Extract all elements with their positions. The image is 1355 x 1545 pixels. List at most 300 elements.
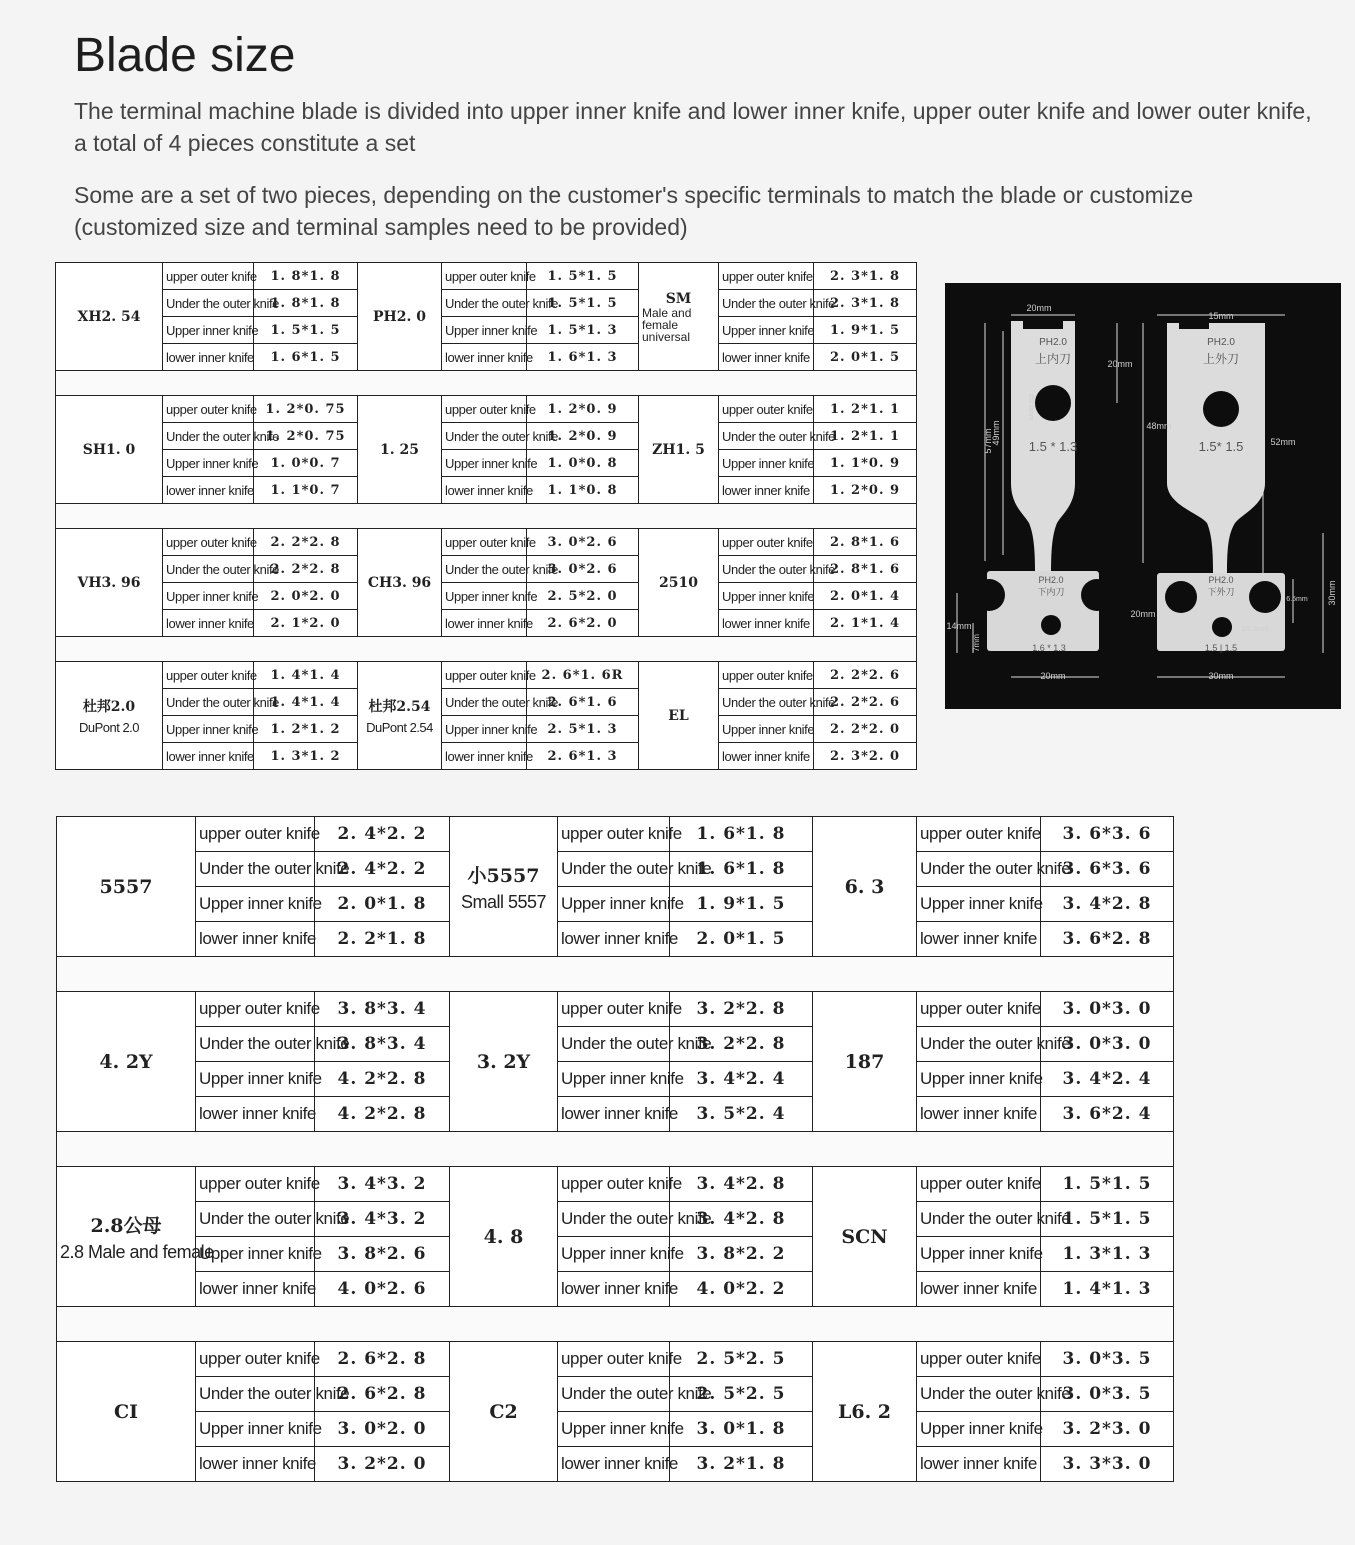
knife-size-value: 3. 0*3. 5 <box>1041 1377 1174 1412</box>
spacer-row <box>56 504 917 529</box>
model-name: PH2. 0 <box>373 308 426 325</box>
model-name-cell <box>639 263 719 371</box>
knife-size-value: 2. 5*1. 3 <box>527 716 639 743</box>
knife-size-value: 1. 5*1. 5 <box>1041 1167 1174 1202</box>
knife-size-value: 1. 2*0. 9 <box>814 477 917 504</box>
knife-type-label: lower inner knife <box>163 344 254 371</box>
knife-size-value: 1. 2*0. 75 <box>254 423 358 450</box>
knife-size-value: 3. 4*2. 8 <box>670 1167 813 1202</box>
knife-size-value: 2. 2*2. 6 <box>814 662 917 689</box>
knife-size-value: 2. 6*1. 3 <box>527 743 639 770</box>
table-row <box>57 1062 1174 1097</box>
model-name: C2 <box>489 1400 518 1423</box>
model-name: 3. 2Y <box>476 1050 531 1073</box>
knife-type-label: Upper inner knife <box>163 583 254 610</box>
dim-hole-3mm: Ø3.0mm <box>1027 393 1034 421</box>
left-lower-size-label: 1.6 * 1.3 <box>1032 643 1066 653</box>
model-name: CH3. 96 <box>367 574 432 591</box>
knife-size-value: 2. 1*1. 4 <box>814 610 917 637</box>
model-name-cell <box>450 1167 558 1307</box>
knife-size-value: 2. 3*1. 8 <box>814 290 917 317</box>
knife-type-label: Under the outer knife <box>558 1377 670 1412</box>
knife-size-value: 2. 6*2. 8 <box>315 1342 450 1377</box>
knife-size-value: 3. 4*2. 8 <box>670 1202 813 1237</box>
model-name-cell <box>358 529 442 637</box>
knife-type-label: Under the outer knife <box>719 689 814 716</box>
upper-outer-hole-icon <box>1203 391 1239 427</box>
model-subtitle: Small 5557 <box>460 891 547 912</box>
table-row <box>56 743 917 770</box>
knife-size-value: 2. 8*1. 6 <box>814 556 917 583</box>
knife-type-label: lower inner knife <box>558 1447 670 1482</box>
knife-type-label: Under the outer knife <box>196 1202 315 1237</box>
model-name-cell <box>56 396 163 504</box>
left-upper-model-label: PH2.0 <box>1039 337 1067 348</box>
knife-type-label: upper outer knife <box>558 992 670 1027</box>
knife-size-value: 1. 6*1. 3 <box>527 344 639 371</box>
knife-type-label: upper outer knife <box>719 396 814 423</box>
knife-type-label: upper outer knife <box>917 992 1041 1027</box>
table-row <box>56 556 917 583</box>
spacer-row <box>57 1307 1174 1342</box>
knife-size-value: 2. 5*2. 0 <box>527 583 639 610</box>
model-name: 2.8公母 <box>90 1214 162 1237</box>
model-name-cell <box>358 396 442 504</box>
right-lower-name-label: 下外刀 <box>1207 587 1235 597</box>
upper-inner-hole-icon <box>1035 385 1071 421</box>
knife-size-value: 3. 5*2. 4 <box>670 1097 813 1132</box>
knife-size-value: 1. 8*1. 8 <box>254 290 358 317</box>
knife-type-label: lower inner knife <box>163 477 254 504</box>
knife-size-value: 3. 4*2. 4 <box>1041 1062 1174 1097</box>
model-name: 6. 3 <box>844 875 885 898</box>
knife-size-value: 1. 9*1. 5 <box>670 887 813 922</box>
knife-type-label: upper outer knife <box>917 1342 1041 1377</box>
knife-type-label: Under the outer knife <box>917 1202 1041 1237</box>
right-lower-model-label: PH2.0 <box>1208 575 1234 585</box>
left-lower-model-label: PH2.0 <box>1038 575 1064 585</box>
table-row <box>56 317 917 344</box>
knife-size-value: 3. 6*2. 4 <box>1041 1097 1174 1132</box>
knife-type-label: Under the outer knife <box>163 689 254 716</box>
knife-size-value: 3. 8*2. 2 <box>670 1237 813 1272</box>
knife-size-value: 2. 2*2. 8 <box>254 529 358 556</box>
knife-size-value: 3. 0*2. 0 <box>315 1412 450 1447</box>
knife-size-value: 2. 8*1. 6 <box>814 529 917 556</box>
table-row <box>57 1027 1174 1062</box>
table-row <box>57 852 1174 887</box>
knife-type-label: upper outer knife <box>442 263 527 290</box>
knife-type-label: Under the outer knife <box>719 290 814 317</box>
knife-size-value: 1. 0*0. 7 <box>254 450 358 477</box>
knife-type-label: lower inner knife <box>719 477 814 504</box>
knife-size-value: 3. 8*2. 6 <box>315 1237 450 1272</box>
knife-size-value: 2. 2*2. 0 <box>814 716 917 743</box>
model-name: SCN <box>841 1225 888 1248</box>
left-upper-size-label: 1.5 * 1.3 <box>1028 439 1078 454</box>
knife-type-label: Under the outer knife <box>442 423 527 450</box>
knife-type-label: upper outer knife <box>196 817 315 852</box>
knife-type-label: Upper inner knife <box>196 1062 315 1097</box>
knife-type-label: Upper inner knife <box>442 317 527 344</box>
intro-paragraph-1: The terminal machine blade is divided into upper inner knife and lower inner knife, upper outer knife and lower outer knife, a total of 4 pieces constitute a set <box>74 98 1312 156</box>
table-row <box>56 662 917 689</box>
knife-type-label: upper outer knife <box>719 263 814 290</box>
knife-type-label: Upper inner knife <box>196 1237 315 1272</box>
knife-type-label: Under the outer knife <box>558 1027 670 1062</box>
knife-type-label: lower inner knife <box>442 477 527 504</box>
model-name: 2510 <box>659 574 698 591</box>
knife-size-value: 2. 0*1. 8 <box>315 887 450 922</box>
knife-type-label: Under the outer knife <box>196 1027 315 1062</box>
table-row <box>56 529 917 556</box>
knife-size-value: 3. 6*3. 6 <box>1041 817 1174 852</box>
blade-dimension-diagram <box>945 283 1341 709</box>
knife-size-value: 3. 2*1. 8 <box>670 1447 813 1482</box>
knife-type-label: upper outer knife <box>442 662 527 689</box>
dim-30mm-vertical: 30mm <box>1327 580 1337 606</box>
knife-size-value: 2. 6*2. 0 <box>527 610 639 637</box>
knife-type-label: Under the outer knife <box>442 556 527 583</box>
dim-hole-5-5mm: Ø5.5mm <box>1241 626 1269 633</box>
knife-size-value: 1. 8*1. 8 <box>254 263 358 290</box>
knife-size-value: 1. 4*1. 3 <box>1041 1272 1174 1307</box>
model-name-cell <box>639 396 719 504</box>
knife-size-value: 1. 3*1. 3 <box>1041 1237 1174 1272</box>
knife-type-label: Under the outer knife <box>163 556 254 583</box>
knife-type-label: lower inner knife <box>163 610 254 637</box>
intro-paragraph-2: Some are a set of two pieces, depending on the customer's specific terminals to match the blade or customize (customized size and terminal samples need to be provided) <box>74 182 1194 240</box>
knife-type-label: upper outer knife <box>558 1342 670 1377</box>
dim-48mm: 48mm <box>1146 421 1172 431</box>
knife-size-value: 2. 3*1. 8 <box>814 263 917 290</box>
knife-type-label: upper outer knife <box>917 1167 1041 1202</box>
table-row <box>56 450 917 477</box>
knife-type-label: Upper inner knife <box>719 450 814 477</box>
knife-size-value: 3. 0*2. 6 <box>527 556 639 583</box>
knife-type-label: Upper inner knife <box>558 1237 670 1272</box>
table-row <box>56 423 917 450</box>
model-name: 小5557 <box>467 864 540 887</box>
knife-size-value: 2. 5*2. 5 <box>670 1342 813 1377</box>
knife-size-value: 3. 0*3. 0 <box>1041 1027 1174 1062</box>
model-name-cell <box>57 817 196 957</box>
knife-type-label: lower inner knife <box>442 344 527 371</box>
knife-type-label: Upper inner knife <box>196 887 315 922</box>
table-row <box>56 716 917 743</box>
knife-type-label: Upper inner knife <box>917 1237 1041 1272</box>
knife-size-value: 3. 2*2. 0 <box>315 1447 450 1482</box>
knife-type-label: Under the outer knife <box>442 290 527 317</box>
knife-size-value: 4. 2*2. 8 <box>315 1062 450 1097</box>
knife-size-value: 3. 2*2. 8 <box>670 992 813 1027</box>
model-name: 4. 8 <box>483 1225 524 1248</box>
knife-type-label: upper outer knife <box>442 529 527 556</box>
knife-size-value: 1. 1*0. 8 <box>527 477 639 504</box>
knife-type-label: Upper inner knife <box>196 1412 315 1447</box>
table-row <box>56 396 917 423</box>
right-lower-size-label: 1.5 | 1.5 <box>1204 643 1238 653</box>
knife-size-value: 1. 1*0. 7 <box>254 477 358 504</box>
model-name-cell <box>639 529 719 637</box>
knife-size-value: 1. 2*0. 75 <box>254 396 358 423</box>
knife-size-value: 1. 2*0. 9 <box>527 423 639 450</box>
knife-size-value: 2. 0*2. 0 <box>254 583 358 610</box>
knife-type-label: lower inner knife <box>196 1097 315 1132</box>
spacer-row <box>56 371 917 396</box>
knife-size-value: 2. 4*2. 2 <box>315 852 450 887</box>
dim-20mm-top-left: 20mm <box>1026 303 1052 313</box>
knife-size-value: 3. 0*3. 0 <box>1041 992 1174 1027</box>
table-row <box>57 1237 1174 1272</box>
knife-type-label: lower inner knife <box>917 1447 1041 1482</box>
table-row <box>57 1377 1174 1412</box>
table-row <box>57 922 1174 957</box>
knife-type-label: lower inner knife <box>558 1097 670 1132</box>
knife-type-label: upper outer knife <box>558 1167 670 1202</box>
model-name-cell <box>639 662 719 770</box>
knife-size-value: 1. 2*0. 9 <box>527 396 639 423</box>
knife-size-value: 2. 2*1. 8 <box>315 922 450 957</box>
knife-type-label: upper outer knife <box>163 529 254 556</box>
knife-size-value: 1. 2*1. 1 <box>814 423 917 450</box>
knife-size-value: 4. 0*2. 2 <box>670 1272 813 1307</box>
model-name: 杜邦2.0 <box>82 699 136 715</box>
knife-type-label: Upper inner knife <box>917 1062 1041 1097</box>
knife-type-label: Under the outer knife <box>442 689 527 716</box>
knife-size-value: 3. 0*1. 8 <box>670 1412 813 1447</box>
model-name-cell <box>813 992 917 1132</box>
knife-type-label: Upper inner knife <box>558 887 670 922</box>
knife-type-label: Under the outer knife <box>719 556 814 583</box>
knife-type-label: Under the outer knife <box>196 1377 315 1412</box>
knife-type-label: Under the outer knife <box>917 1027 1041 1062</box>
knife-size-value: 3. 4*2. 8 <box>1041 887 1174 922</box>
blade-size-table-top <box>55 262 917 770</box>
knife-size-value: 2. 6*1. 6 <box>527 689 639 716</box>
knife-size-value: 3. 2*2. 8 <box>670 1027 813 1062</box>
knife-size-value: 4. 2*2. 8 <box>315 1097 450 1132</box>
model-subtitle: Male and female universal <box>642 305 692 344</box>
knife-type-label: lower inner knife <box>558 1272 670 1307</box>
table-row <box>56 610 917 637</box>
knife-type-label: lower inner knife <box>196 1272 315 1307</box>
right-upper-name-label: 上外刀 <box>1202 352 1240 366</box>
knife-type-label: lower inner knife <box>558 922 670 957</box>
model-name-cell <box>56 662 163 770</box>
knife-type-label: upper outer knife <box>196 992 315 1027</box>
knife-size-value: 3. 2*3. 0 <box>1041 1412 1174 1447</box>
table-row <box>56 689 917 716</box>
knife-size-value: 3. 4*3. 2 <box>315 1167 450 1202</box>
knife-size-value: 2. 4*2. 2 <box>315 817 450 852</box>
model-name-cell <box>57 992 196 1132</box>
knife-size-value: 3. 0*3. 5 <box>1041 1342 1174 1377</box>
model-subtitle: DuPont 2.0 <box>78 720 140 735</box>
knife-size-value: 2. 3*2. 0 <box>814 743 917 770</box>
knife-size-value: 3. 6*2. 8 <box>1041 922 1174 957</box>
knife-size-value: 1. 2*1. 1 <box>814 396 917 423</box>
knife-size-value: 2. 0*1. 5 <box>670 922 813 957</box>
knife-type-label: upper outer knife <box>719 529 814 556</box>
model-name: ZH1. 5 <box>652 441 705 458</box>
knife-type-label: lower inner knife <box>442 743 527 770</box>
knife-type-label: lower inner knife <box>163 743 254 770</box>
model-name: EL <box>668 707 689 724</box>
knife-type-label: lower inner knife <box>917 1097 1041 1132</box>
model-name: VH3. 96 <box>77 574 141 591</box>
knife-size-value: 1. 0*0. 8 <box>527 450 639 477</box>
knife-size-value: 2. 0*1. 4 <box>814 583 917 610</box>
knife-type-label: upper outer knife <box>719 662 814 689</box>
left-upper-name-label: 上内刀 <box>1034 352 1072 366</box>
knife-size-value: 1. 4*1. 4 <box>254 662 358 689</box>
knife-size-value: 1. 5*1. 5 <box>254 317 358 344</box>
table-row <box>56 344 917 371</box>
model-name: SM <box>665 290 692 307</box>
knife-size-value: 1. 6*1. 8 <box>670 852 813 887</box>
model-name: 4. 2Y <box>99 1050 153 1073</box>
knife-type-label: lower inner knife <box>917 922 1041 957</box>
model-name-cell <box>813 1167 917 1307</box>
knife-type-label: Upper inner knife <box>163 317 254 344</box>
knife-type-label: lower inner knife <box>917 1272 1041 1307</box>
knife-type-label: Upper inner knife <box>163 450 254 477</box>
knife-type-label: lower inner knife <box>196 922 315 957</box>
knife-size-value: 3. 6*3. 6 <box>1041 852 1174 887</box>
dim-30mm-bottom: 30mm <box>1208 671 1234 681</box>
table-row <box>56 263 917 290</box>
model-name-cell <box>450 817 558 957</box>
knife-size-value: 1. 5*1. 5 <box>527 290 639 317</box>
knife-type-label: Upper inner knife <box>719 317 814 344</box>
knife-size-value: 3. 8*3. 4 <box>315 1027 450 1062</box>
knife-type-label: upper outer knife <box>442 396 527 423</box>
knife-size-value: 2. 0*1. 5 <box>814 344 917 371</box>
table-row <box>57 1167 1174 1202</box>
model-name-cell <box>56 529 163 637</box>
knife-size-value: 2. 6*2. 8 <box>315 1377 450 1412</box>
model-name-cell <box>57 1342 196 1482</box>
knife-size-value: 2. 2*2. 6 <box>814 689 917 716</box>
model-name-cell <box>813 1342 917 1482</box>
knife-type-label: Upper inner knife <box>558 1412 670 1447</box>
knife-size-value: 3. 3*3. 0 <box>1041 1447 1174 1482</box>
table-row <box>57 1202 1174 1237</box>
knife-type-label: upper outer knife <box>917 817 1041 852</box>
model-name: XH2. 54 <box>77 308 141 325</box>
dim-7mm: 7mm <box>972 634 981 652</box>
table-row <box>56 290 917 317</box>
right-upper-model-label: PH2.0 <box>1207 337 1235 348</box>
knife-type-label: upper outer knife <box>163 263 254 290</box>
knife-size-value: 3. 0*2. 6 <box>527 529 639 556</box>
dim-20mm-bottom-left: 20mm <box>1040 671 1066 681</box>
model-name: CI <box>113 1400 138 1423</box>
knife-type-label: Upper inner knife <box>163 716 254 743</box>
dim-52mm: 52mm <box>1270 437 1296 447</box>
knife-size-value: 1. 1*0. 9 <box>814 450 917 477</box>
model-name-cell <box>450 1342 558 1482</box>
knife-size-value: 2. 5*2. 5 <box>670 1377 813 1412</box>
knife-type-label: Under the outer knife <box>917 1377 1041 1412</box>
knife-size-value: 1. 6*1. 8 <box>670 817 813 852</box>
knife-size-value: 2. 1*2. 0 <box>254 610 358 637</box>
model-name: 1. 25 <box>380 441 419 458</box>
knife-size-value: 1. 3*1. 2 <box>254 743 358 770</box>
knife-type-label: upper outer knife <box>558 817 670 852</box>
table-row <box>57 1412 1174 1447</box>
knife-size-value: 4. 0*2. 6 <box>315 1272 450 1307</box>
dim-15mm: 15mm <box>1208 311 1234 321</box>
left-lower-name-label: 下内刀 <box>1037 587 1065 597</box>
knife-type-label: upper outer knife <box>163 396 254 423</box>
model-name: SH1. 0 <box>82 441 136 458</box>
table-row <box>57 887 1174 922</box>
knife-type-label: Upper inner knife <box>442 450 527 477</box>
knife-type-label: Under the outer knife <box>196 852 315 887</box>
table-row <box>57 1097 1174 1132</box>
model-name: 杜邦2.54 <box>368 699 431 715</box>
model-name: L6. 2 <box>837 1400 892 1423</box>
model-subtitle: 2.8 Male and female <box>60 1241 214 1262</box>
knife-size-value: 1. 6*1. 5 <box>254 344 358 371</box>
blade-size-table-bottom <box>56 816 1174 1482</box>
model-name: 187 <box>844 1050 885 1073</box>
knife-type-label: Upper inner knife <box>558 1062 670 1097</box>
model-name-cell <box>358 662 442 770</box>
knife-size-value: 2. 6*1. 6R <box>527 662 639 689</box>
dim-57mm: 57mm <box>983 428 993 454</box>
table-row <box>57 1342 1174 1377</box>
knife-type-label: Under the outer knife <box>558 852 670 887</box>
table-row <box>57 1447 1174 1482</box>
knife-type-label: Upper inner knife <box>719 583 814 610</box>
table-row <box>56 583 917 610</box>
knife-size-value: 2. 2*2. 8 <box>254 556 358 583</box>
knife-type-label: Under the outer knife <box>163 290 254 317</box>
knife-type-label: lower inner knife <box>442 610 527 637</box>
knife-size-value: 1. 2*1. 2 <box>254 716 358 743</box>
knife-size-value: 1. 9*1. 5 <box>814 317 917 344</box>
knife-size-value: 3. 4*3. 2 <box>315 1202 450 1237</box>
page-title: Blade size <box>74 29 296 82</box>
knife-type-label: Under the outer knife <box>719 423 814 450</box>
dim-20mm-middle: 20mm <box>1107 359 1133 369</box>
right-upper-size-label: 1.5* 1.5 <box>1198 439 1244 454</box>
model-name-cell <box>57 1167 214 1307</box>
knife-type-label: lower inner knife <box>196 1447 315 1482</box>
dim-20mm-right-lower: 20mm <box>1130 609 1156 619</box>
knife-size-value: 1. 5*1. 5 <box>527 263 639 290</box>
knife-type-label: Upper inner knife <box>917 1412 1041 1447</box>
knife-type-label: Upper inner knife <box>917 887 1041 922</box>
knife-size-value: 1. 4*1. 4 <box>254 689 358 716</box>
knife-size-value: 3. 4*2. 4 <box>670 1062 813 1097</box>
model-name: 5557 <box>99 875 153 898</box>
dim-49mm: 49mm <box>991 420 1001 446</box>
table-row <box>57 992 1174 1027</box>
knife-type-label: Upper inner knife <box>719 716 814 743</box>
knife-type-label: Under the outer knife <box>917 852 1041 887</box>
knife-type-label: Under the outer knife <box>558 1202 670 1237</box>
table-row <box>57 817 1174 852</box>
knife-size-value: 1. 5*1. 3 <box>527 317 639 344</box>
knife-size-value: 1. 5*1. 5 <box>1041 1202 1174 1237</box>
dim-6-5mm: 6.5mm <box>1286 596 1308 603</box>
knife-size-value: 3. 8*3. 4 <box>315 992 450 1027</box>
knife-type-label: Under the outer knife <box>163 423 254 450</box>
